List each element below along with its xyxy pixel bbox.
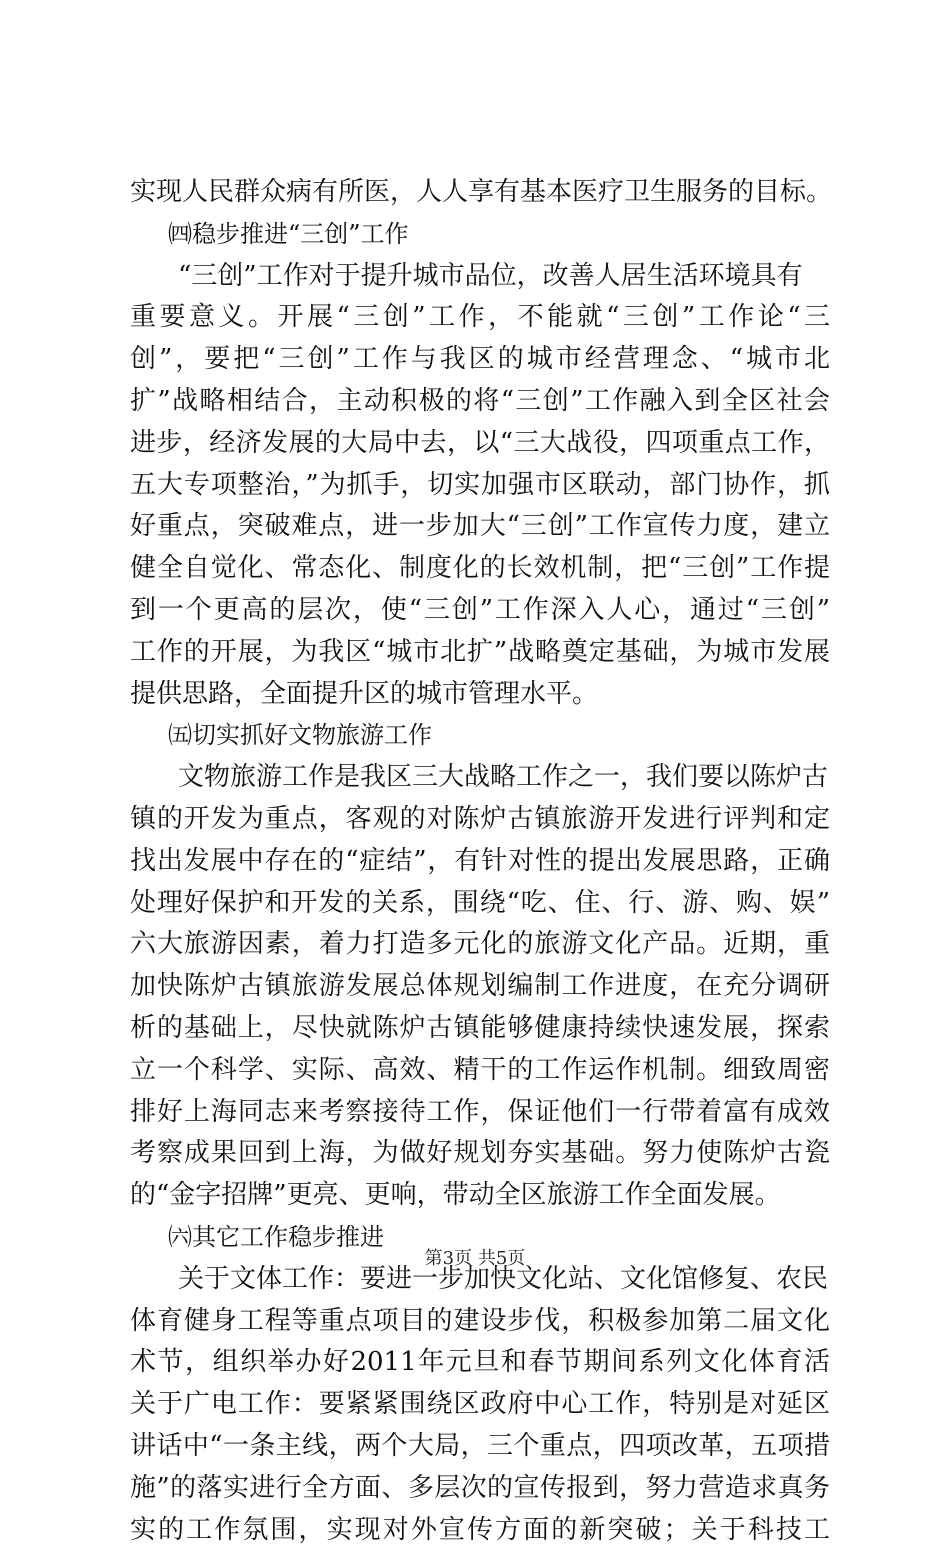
- paragraph-line: 进步，经济发展的大局中去，以“三大战役，四项重点工作，: [130, 423, 830, 465]
- paragraph-first-line: “三创”工作对于提升城市品位，改善人居生活环境具有: [130, 256, 830, 298]
- paragraph-line: 术节，组织举办好2011年元旦和春节期间系列文化体育活: [130, 1342, 830, 1384]
- paragraph-line: 六大旅游因素，着力打造多元化的旅游文化产品。近期，重: [130, 924, 830, 966]
- paragraph-line: 关于广电工作：要紧紧围绕区政府中心工作，特别是对延区: [130, 1384, 830, 1426]
- section-heading: ㈤切实抓好文物旅游工作: [130, 715, 830, 757]
- document-body: [130, 172, 830, 1551]
- paragraph-line: 好重点，突破难点，进一步加大“三创”工作宣传力度，建立: [130, 506, 830, 548]
- paragraph-line: 体育健身工程等重点项目的建设步伐，积极参加第二届文化: [130, 1301, 830, 1343]
- paragraph-line: 的“金字招牌”更亮、更响，带动全区旅游工作全面发展。: [130, 1175, 830, 1217]
- paragraph-line: 施”的落实进行全方面、多层次的宣传报到，努力营造求真务: [130, 1468, 830, 1510]
- page-footer: 第3页 共5页: [0, 1244, 950, 1270]
- paragraph-line: 工作的开展，为我区“城市北扩”战略奠定基础，为城市发展: [130, 632, 830, 674]
- paragraph-line: 五大专项整治，”为抓手，切实加强市区联动，部门协作，抓: [130, 465, 830, 507]
- section-heading: ㈥其它工作稳步推进: [130, 1217, 830, 1259]
- paragraph-line: 健全自觉化、常态化、制度化的长效机制，把“三创”工作提: [130, 548, 830, 590]
- paragraph-line: 处理好保护和开发的关系，围绕“吃、住、行、游、购、娱”: [130, 883, 830, 925]
- paragraph-line: 镇的开发为重点，客观的对陈炉古镇旅游开发进行评判和定: [130, 799, 830, 841]
- section-heading: ㈣稳步推进“三创”工作: [130, 214, 830, 256]
- paragraph-line: 加快陈炉古镇旅游发展总体规划编制工作进度，在充分调研: [130, 966, 830, 1008]
- paragraph-line: 析的基础上，尽快就陈炉古镇能够健康持续快速发展，探索: [130, 1008, 830, 1050]
- paragraph-first-line: 关于文体工作：要进一步加快文化站、文化馆修复、农民: [130, 1259, 830, 1301]
- paragraph-line: 考察成果回到上海，为做好规划夯实基础。努力使陈炉古瓷: [130, 1133, 830, 1175]
- paragraph-line: 立一个科学、实际、高效、精干的工作运作机制。细致周密: [130, 1050, 830, 1092]
- paragraph-line: 提供思路，全面提升区的城市管理水平。: [130, 674, 830, 716]
- paragraph-line: 重要意义。开展“三创”工作，不能就“三创”工作论“三: [130, 297, 830, 339]
- paragraph-line: 实现人民群众病有所医，人人享有基本医疗卫生服务的目标。: [130, 172, 830, 214]
- paragraph-line: 找出发展中存在的“症结”，有针对性的提出发展思路，正确: [130, 841, 830, 883]
- paragraph-first-line: 文物旅游工作是我区三大战略工作之一，我们要以陈炉古: [130, 757, 830, 799]
- paragraph-line: 排好上海同志来考察接待工作，保证他们一行带着富有成效: [130, 1092, 830, 1134]
- paragraph-line: 扩”战略相结合，主动积极的将“三创”工作融入到全区社会: [130, 381, 830, 423]
- paragraph-line: 讲话中“一条主线，两个大局，三个重点，四项改革，五项措: [130, 1426, 830, 1468]
- paragraph-line: 创”，要把“三创”工作与我区的城市经营理念、“城市北: [130, 339, 830, 381]
- paragraph-line: 到一个更高的层次，使“三创”工作深入人心，通过“三创”: [130, 590, 830, 632]
- paragraph-line: 实的工作氛围，实现对外宣传方面的新突破；关于科技工: [130, 1510, 830, 1551]
